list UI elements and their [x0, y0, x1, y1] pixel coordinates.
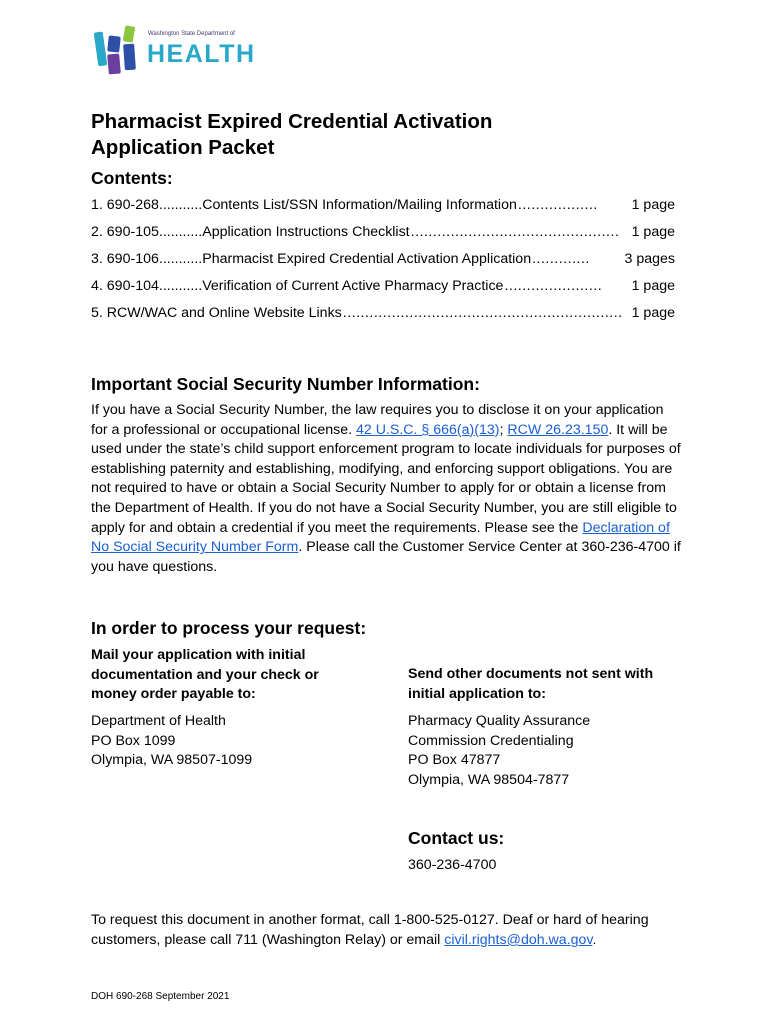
contents-item-pages: 1 page — [631, 224, 675, 240]
contents-item-pages: 1 page — [631, 197, 675, 213]
contents-item-description: Pharmacist Expired Credential Activation Application — [202, 251, 532, 267]
other-docs-address — [408, 712, 590, 790]
page-title: Pharmacist Expired Credential Activation Application Packet — [91, 110, 493, 159]
contents-list — [91, 195, 675, 330]
ssn-heading: Important Social Security Number Information: — [91, 374, 480, 394]
contents-item-number: 1. — [91, 197, 103, 213]
contents-item-description: Application Instructions Checklist — [202, 224, 410, 240]
contents-item-leader: .................. — [517, 197, 598, 213]
ssn-text-4: . Please call the Customer Service Center at 360-236-4700 if you have questions. — [91, 539, 681, 575]
contents-heading: Contents: — [91, 168, 173, 188]
mail-heading: Mail your application with initial documentation and your check or money order payable to: — [91, 647, 319, 703]
accessibility-text-2: . — [592, 932, 597, 948]
contents-item-number: 2. — [91, 224, 103, 240]
contents-item-separator: ........... — [158, 251, 203, 267]
contents-item-pages: 1 page — [631, 305, 675, 321]
contents-item-form: 690-268 — [106, 197, 159, 213]
other-docs-heading: Send other documents not sent with initial application to: — [408, 666, 654, 702]
contents-item-leader: ............................................................... — [342, 305, 623, 321]
doh-logo-mark — [94, 24, 144, 78]
other-docs-address-line: Olympia, WA 98504-7877 — [408, 771, 570, 788]
logo-name: HEALTH — [147, 40, 256, 68]
contents-item-number: 5. — [91, 305, 103, 321]
doh-logo — [94, 24, 256, 80]
contents-item — [91, 303, 675, 330]
contents-item-form: 690-105 — [106, 224, 159, 240]
mail-address-line: PO Box 1099 — [91, 732, 176, 749]
contents-item-description: Contents List/SSN Information/Mailing Information — [202, 197, 517, 213]
usc-link[interactable]: 42 U.S.C. § 666(a)(13) — [355, 421, 500, 438]
contents-item-separator: ........... — [158, 278, 203, 294]
ssn-text-2: ; — [499, 421, 508, 438]
contact-heading: Contact us: — [408, 828, 505, 848]
contents-item-separator: ........... — [158, 197, 203, 213]
contents-item-number: 4. — [91, 278, 103, 294]
logo-agency-line: Washington State Department of — [148, 31, 235, 37]
accessibility-text-1: To request this document in another format, call 1-800-525-0127. Deaf or hard of hearing customers, please call 711 (Washington Relay) or email — [91, 912, 649, 948]
other-docs-address-line: Commission Credentialing — [408, 732, 574, 749]
ssn-paragraph — [91, 401, 683, 577]
contents-item-number: 3. — [91, 251, 103, 267]
process-heading: In order to process your request: — [91, 618, 367, 638]
contents-item-leader: ...................... — [504, 278, 603, 294]
contents-item-leader: ............................................... — [410, 224, 620, 240]
contents-item-pages: 1 page — [631, 278, 675, 294]
contents-item — [91, 249, 675, 276]
contents-item-leader: ............. — [532, 251, 590, 267]
contents-item — [91, 195, 675, 222]
accessibility-note — [91, 910, 651, 950]
mail-address — [91, 712, 252, 771]
contents-item — [91, 276, 675, 303]
form-id: DOH 690-268 September 2021 — [91, 991, 230, 1002]
contents-item-description: Verification of Current Active Pharmacy Practice — [202, 278, 504, 294]
contents-item-form: 690-104 — [106, 278, 159, 294]
other-docs-address-line: PO Box 47877 — [408, 752, 501, 769]
contents-item-separator: ........... — [158, 224, 203, 240]
contents-item — [91, 222, 675, 249]
ssn-text-1: If you have a Social Security Number, the law requires you to disclose it on your application for a professional or occupational license. — [91, 402, 664, 438]
ssn-text-3: . It will be used under the state’s child support enforcement program to locate individuals for purposes of establishing paternity and establishing, modifying, and enforcing support obligations. You are not required to have or obtain a Social Security Number to apply for or obtain a license from the Department of Health. If you do not have a Social Security Number, you are still eligible to apply for and obtain a credential if you meet the requirements. Please see the — [91, 421, 681, 536]
contents-item-form: 690-106 — [106, 251, 159, 267]
civil-rights-email-link[interactable]: civil.rights@doh.wa.gov — [444, 932, 593, 948]
other-docs-address-line: Pharmacy Quality Assurance — [408, 713, 591, 729]
contents-item-pages: 3 pages — [624, 251, 675, 267]
contents-item-description: RCW/WAC and Online Website Links — [106, 305, 342, 321]
contact-phone: 360-236-4700 — [408, 857, 497, 873]
rcw-link[interactable]: RCW 26.23.150 — [507, 421, 609, 438]
mail-address-line: Department of Health — [91, 713, 226, 729]
no-ssn-form-link[interactable]: Declaration of No Social Security Number Form — [91, 519, 670, 556]
mail-address-line: Olympia, WA 98507-1099 — [91, 752, 253, 769]
